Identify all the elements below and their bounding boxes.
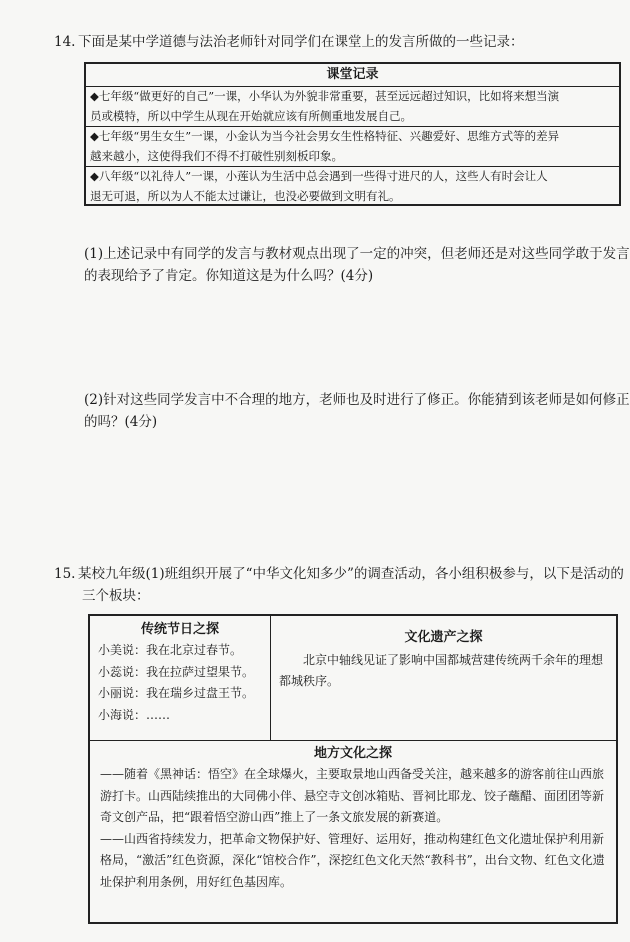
heritage-title: 文化遗产之探	[404, 630, 483, 645]
festival-panel	[90, 616, 271, 740]
heritage-text: 北京中轴线见证了影响中国都城营建传统两千余年的理想都城秩序。	[279, 653, 604, 688]
record-line: ◆八年级“以礼待人”一课，小莲认为生活中总会遇到一些得寸进尺的人，这些人有时会让人	[90, 169, 548, 183]
festival-line: 小海说：……	[98, 707, 171, 722]
question-text: 三个板块：	[82, 588, 150, 604]
record-title: 课堂记录	[86, 64, 619, 87]
question-text: 下面是某中学道德与法治老师针对同学们在课堂上的发言所做的一些记录：	[78, 34, 524, 50]
local-culture-paragraph: ——随着《黑神话：悟空》在全球爆火，主要取景地山西备受关注，越来越多的游客前往山西旅游打卡。山西陆续推出的大同佛小伴、悬空寺文创冰箱贴、晋祠比耶龙、饺子蘸醋、面团团等新奇文创产品，把“跟着悟空游山西”推上了一条文旅发展的新赛道。	[100, 767, 605, 824]
heritage-panel	[271, 616, 616, 740]
festival-title: 传统节日之探	[140, 622, 219, 637]
sub-question-2	[84, 389, 630, 433]
classroom-record-box	[84, 62, 621, 206]
festival-line: 小蕊说：我在拉萨过望果节。	[98, 664, 255, 679]
record-item	[86, 167, 619, 206]
question-number: 15.	[54, 566, 76, 582]
question-14-stem	[54, 31, 618, 53]
activity-box	[88, 614, 618, 924]
festival-line: 小丽说：我在瑞乡过盘王节。	[98, 686, 255, 700]
local-culture-title: 地方文化之探	[313, 746, 392, 761]
sub-question-line: 的吗？(4分)	[84, 414, 158, 430]
sub-question-line: (2)针对这些同学发言中不合理的地方，老师也及时进行了修正。你能猜到该老师是如何修正	[84, 392, 630, 408]
record-line: 退无可退，所以为人不能太过谦让，也没必要做到文明有礼。	[90, 188, 401, 203]
question-number: 14.	[54, 34, 76, 50]
record-line: ◆七年级“男生女生”一课，小金认为当今社会男女生性格特征、兴趣爱好、思维方式等的差异	[90, 129, 560, 143]
festival-line: 小美说：我在北京过春节。	[98, 643, 243, 657]
local-culture-panel	[90, 744, 616, 893]
record-item	[86, 127, 619, 167]
sub-question-1	[84, 243, 630, 287]
record-line: 员或模特，所以中学生从现在开始就应该有所侧重地发展自己。	[90, 108, 412, 123]
question-text: 某校九年级(1)班组织开展了“中华文化知多少”的调查活动，各小组积极参与，以下是活动的	[78, 566, 624, 582]
record-line: ◆七年级“做更好的自己”一课，小华认为外貌非常重要，甚至远远超过知识，比如将来想当演	[90, 89, 560, 103]
question-15-stem	[54, 563, 624, 607]
sub-question-line: (1)上述记录中有同学的发言与教材观点出现了一定的冲突，但老师还是对这些同学敢于发言	[84, 246, 630, 262]
local-culture-paragraph: ——山西省持续发力，把革命文物保护好、管理好、运用好，推动构建红色文化遗址保护利用新格局，“激活”红色资源，深化“馆校合作”，深挖红色文化天然“教科书”，出台文物、红色文化遗址保护利用条例，用好红色基因库。	[100, 831, 605, 889]
sub-question-line: 的表现给予了肯定。你知道这是为什么吗？(4分)	[84, 268, 374, 284]
record-item	[86, 87, 619, 127]
record-line: 越来越小，这使得我们不得不打破性别刻板印象。	[90, 148, 343, 163]
